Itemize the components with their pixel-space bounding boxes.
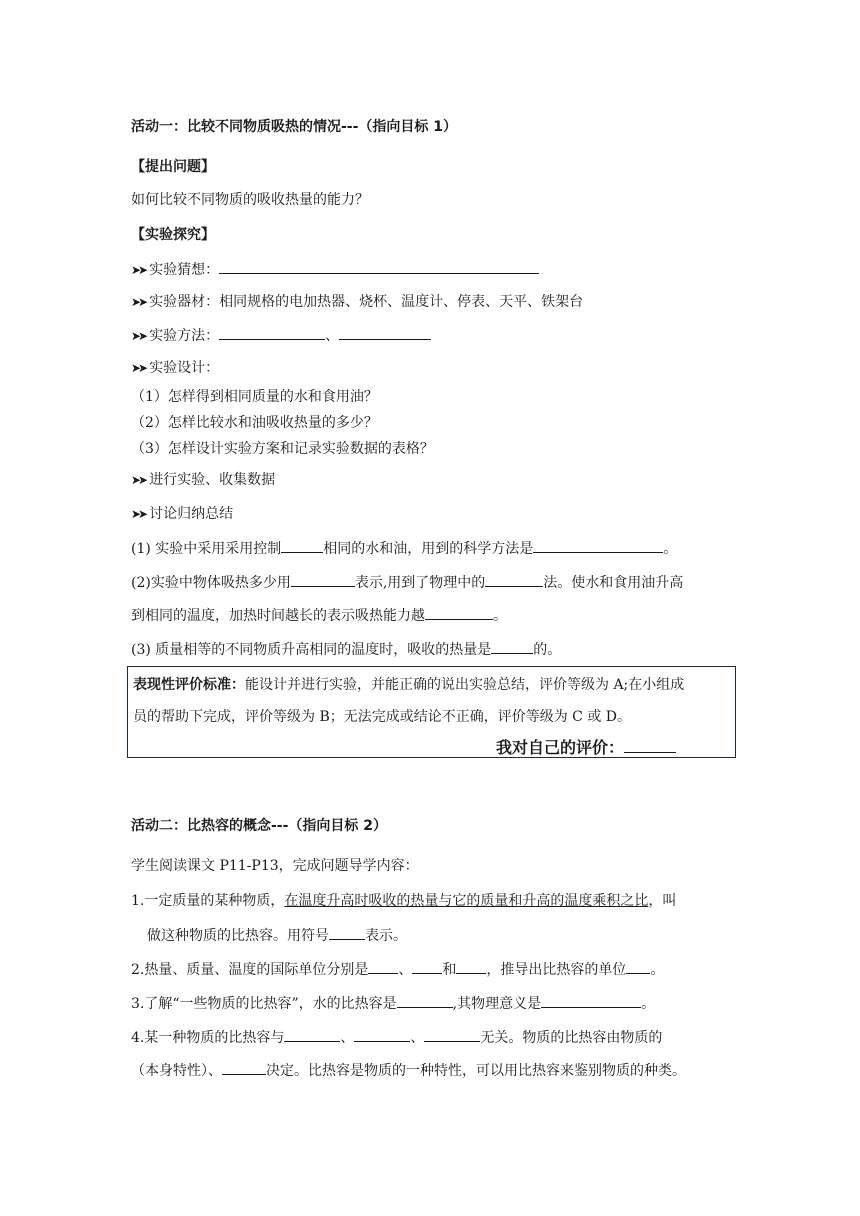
summary-line bbox=[131, 504, 233, 524]
item-4-cont bbox=[131, 1060, 686, 1081]
summary-label: 讨论归纳总结 bbox=[149, 506, 234, 522]
self-evaluation bbox=[496, 736, 676, 758]
method-blank-1[interactable] bbox=[219, 325, 325, 340]
p2-blank-3[interactable] bbox=[456, 959, 486, 974]
p2-sep-2: 和 bbox=[442, 962, 457, 978]
s1-text-a: (1) 实验中采用采用控制 bbox=[131, 541, 282, 557]
s1-text-b: 相同的水和油，用到的科学方法是 bbox=[323, 541, 534, 557]
method-separator: 、 bbox=[325, 328, 340, 344]
question-text: 如何比较不同物质的吸收热量的能力？ bbox=[131, 192, 369, 208]
s3-blank[interactable] bbox=[491, 639, 533, 654]
evaluation-line-1 bbox=[133, 675, 684, 695]
p3-text-a: 3.了解“一些物质的比热容”，水的比热容是 bbox=[131, 996, 397, 1012]
item-2 bbox=[131, 959, 664, 980]
s2-blank-3[interactable] bbox=[425, 605, 493, 620]
arrow-bullet-icon: ➤➤ bbox=[131, 361, 146, 375]
p4-sep-2: 、 bbox=[410, 1030, 425, 1046]
arrow-bullet-icon: ➤➤ bbox=[131, 329, 146, 343]
evaluation-label: 表现性评价标准： bbox=[133, 677, 245, 693]
p2-text-b: ，推导出比热容的单位 bbox=[486, 962, 627, 978]
method-blank-2[interactable] bbox=[339, 325, 431, 340]
guess-label: 实验猜想： bbox=[149, 262, 220, 278]
p4-blank-1[interactable] bbox=[284, 1027, 340, 1042]
item-1-cont bbox=[147, 925, 407, 946]
s2-text-c: 法。使水和食用油升高 bbox=[543, 575, 684, 591]
design-label: 实验设计： bbox=[149, 360, 220, 376]
p4-text-d: 决定。比热容是物质的一种特性，可以用比热容来鉴别物质的种类。 bbox=[266, 1063, 686, 1079]
arrow-bullet-icon: ➤➤ bbox=[131, 507, 146, 521]
s2-text-b: 表示,用到了物理中的 bbox=[354, 575, 486, 591]
p2-blank-4[interactable] bbox=[626, 959, 650, 974]
item-3 bbox=[131, 993, 655, 1014]
s2-text-d: 到相同的温度，加热时间越长的表示吸热能力越 bbox=[131, 608, 425, 624]
p2-text-a: 2.热量、质量、温度的国际单位分别是 bbox=[131, 962, 369, 978]
p1-text-c: 做这种物质的比热容。用符号 bbox=[147, 928, 329, 944]
activity2-intro: 学生阅读课文 P11-P13，完成问题导学内容： bbox=[131, 858, 419, 874]
s1-blank-1[interactable] bbox=[281, 538, 323, 553]
self-evaluation-label: 我对自己的评价： bbox=[496, 738, 625, 757]
evaluation-text-1: 能设计并进行实验，并能正确的说出实验总结，评价等级为 A;在小组成 bbox=[245, 677, 685, 693]
guess-blank[interactable] bbox=[219, 259, 539, 274]
equipment-text: 相同规格的电加热器、烧杯、温度计、停表、天平、铁架台 bbox=[219, 294, 584, 310]
p2-blank-1[interactable] bbox=[368, 959, 398, 974]
summary-item-1 bbox=[131, 538, 677, 559]
p4-text-b: 无关。物质的比热容由物质的 bbox=[480, 1030, 663, 1046]
design-line bbox=[131, 358, 219, 378]
s3-text-a: (3) 质量相等的不同物质升高相同的温度时，吸收的热量是 bbox=[131, 642, 492, 658]
method-line bbox=[131, 325, 431, 346]
item-4 bbox=[131, 1027, 662, 1048]
p3-text-b: ,其物理意义是 bbox=[452, 996, 542, 1012]
s2-blank-2[interactable] bbox=[485, 572, 543, 587]
arrow-bullet-icon: ➤➤ bbox=[131, 295, 146, 309]
s2-text-a: (2)实验中物体吸热多少用 bbox=[131, 575, 291, 591]
equipment-label: 实验器材： bbox=[149, 294, 220, 310]
p2-text-c: 。 bbox=[650, 962, 665, 978]
evaluation-line-2: 员的帮助下完成，评价等级为 B；无法完成或结论不正确，评价等级为 C 或 D。 bbox=[133, 709, 632, 725]
conduct-line bbox=[131, 470, 275, 490]
self-evaluation-blank[interactable] bbox=[624, 736, 676, 753]
p4-blank-2[interactable] bbox=[354, 1027, 410, 1042]
p4-sep-1: 、 bbox=[340, 1030, 355, 1046]
s1-text-c: 。 bbox=[663, 541, 678, 557]
activity2-title: 活动二：比热容的概念---（指向目标 2） bbox=[131, 818, 388, 834]
p4-blank-3[interactable] bbox=[424, 1027, 480, 1042]
p3-text-c: 。 bbox=[641, 996, 656, 1012]
design-q3: （3）怎样设计实验方案和记录实验数据的表格？ bbox=[131, 441, 434, 457]
guess-line bbox=[131, 259, 539, 280]
summary-item-2-cont bbox=[131, 605, 507, 626]
p1-underlined-definition: 在温度升高时吸收的热量与它的质量和升高的温度乘积之比 bbox=[284, 893, 649, 909]
p1-symbol-blank[interactable] bbox=[329, 925, 365, 940]
p1-text-d: 表示。 bbox=[365, 928, 407, 944]
arrow-bullet-icon: ➤➤ bbox=[131, 263, 146, 277]
design-q2: （2）怎样比较水和油吸收热量的多少？ bbox=[131, 415, 378, 431]
summary-item-3 bbox=[131, 639, 561, 660]
s2-blank-1[interactable] bbox=[291, 572, 355, 587]
item-1 bbox=[131, 891, 676, 911]
p3-blank-1[interactable] bbox=[397, 993, 453, 1008]
explore-heading: 【实验探究】 bbox=[131, 227, 215, 243]
p4-text-c: （本身特性）、 bbox=[131, 1063, 222, 1079]
p1-text-a: 1.一定质量的某种物质， bbox=[131, 893, 285, 909]
s2-text-e: 。 bbox=[493, 608, 507, 624]
p3-blank-2[interactable] bbox=[541, 993, 641, 1008]
s3-text-b: 的。 bbox=[533, 642, 562, 658]
conduct-label: 进行实验、收集数据 bbox=[149, 472, 276, 488]
summary-item-2 bbox=[131, 572, 683, 593]
arrow-bullet-icon: ➤➤ bbox=[131, 473, 146, 487]
design-q1: （1）怎样得到相同质量的水和食用油？ bbox=[131, 389, 378, 405]
equipment-line bbox=[131, 292, 583, 312]
p4-text-a: 4.某一种物质的比热容与 bbox=[131, 1030, 285, 1046]
p2-sep-1: 、 bbox=[398, 962, 413, 978]
raise-question-heading: 【提出问题】 bbox=[131, 159, 215, 175]
s1-blank-2[interactable] bbox=[533, 538, 663, 553]
method-label: 实验方法： bbox=[149, 328, 220, 344]
activity1-title: 活动一：比较不同物质吸热的情况---（指向目标 1） bbox=[131, 119, 458, 135]
p1-text-b: ，叫 bbox=[648, 893, 677, 909]
p4-blank-4[interactable] bbox=[222, 1060, 266, 1075]
p2-blank-2[interactable] bbox=[412, 959, 442, 974]
